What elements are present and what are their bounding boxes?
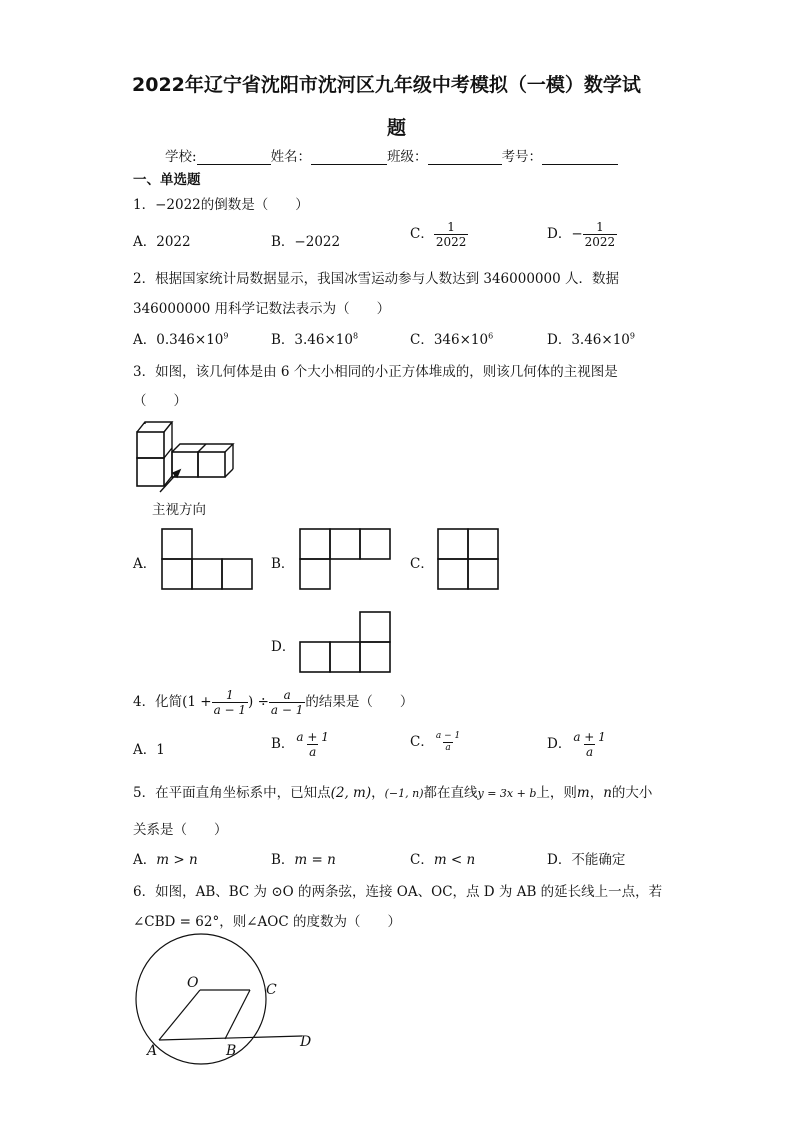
q4-d-fraction: $\frac{a + 1}{a}$ xyxy=(573,730,606,759)
q4-stem: 4．化简(1 + $\frac{1}{a - 1}$ ) ÷ $\frac{a}{a - 1}$ 的结果是（ ） xyxy=(133,688,414,717)
q3-figure-caption: 主视方向 xyxy=(152,502,206,518)
number-label: 考号： xyxy=(501,149,543,165)
label-d: D xyxy=(300,1034,312,1050)
q3-option-d-label[interactable]: D． xyxy=(271,639,296,655)
page-title-line2: 题 xyxy=(387,117,407,139)
q3-option-c-figure[interactable] xyxy=(437,528,499,590)
q4-option-c[interactable]: C． $\frac{a - 1}{a}$ xyxy=(410,731,461,753)
q3-stem-line2: （ ） xyxy=(133,393,187,409)
q5-stem-line2: 关系是（ ） xyxy=(133,822,228,838)
q1-option-d[interactable]: D．− $\frac{1}{2022}$ xyxy=(547,220,616,249)
section-heading: 一、单选题 xyxy=(133,172,201,188)
class-label: 班级： xyxy=(387,149,428,165)
q1-d-fraction: $\frac{1}{2022}$ xyxy=(584,220,616,249)
q5-option-d[interactable]: D．不能确定 xyxy=(547,852,626,868)
label-o: O xyxy=(187,975,199,991)
label-c: C xyxy=(266,982,277,998)
number-blank[interactable] xyxy=(542,150,618,165)
q6-stem-line2: ∠CBD = 62°，则∠AOC 的度数为（ ） xyxy=(133,914,401,930)
q2-stem-line2: 346000000 用科学记数法表示为（ ） xyxy=(133,301,391,317)
label-a: A xyxy=(147,1043,158,1059)
q5-option-b[interactable]: B．m = n xyxy=(271,852,336,868)
q2-option-a[interactable]: A．$0.346\times 10^9$ xyxy=(133,331,229,348)
q2-option-b[interactable]: B．$3.46\times 10^8$ xyxy=(271,331,359,348)
q3-option-a-label[interactable]: A． xyxy=(133,556,157,572)
q4-fraction-2: $\frac{a}{a - 1}$ xyxy=(270,688,304,717)
q2-option-d[interactable]: D．$3.46\times 10^9$ xyxy=(547,331,635,348)
q5-stem-line1: 5．在平面直角坐标系中，已知点(2, m)，(−1, n)都在直线y = 3x + b上，则m，n的大小 xyxy=(133,785,653,801)
class-blank[interactable] xyxy=(428,150,502,165)
q1-stem: 1．−2022的倒数是（ ） xyxy=(133,197,309,213)
q5-option-a[interactable]: A．m > n xyxy=(133,852,198,868)
q4-option-d[interactable]: D． $\frac{a + 1}{a}$ xyxy=(547,730,606,759)
info-line xyxy=(165,145,618,165)
q6-stem-line1: 6．如图，AB、BC 为 ⊙O 的两条弦，连接 OA、OC，点 D 为 AB 的延长线上一点，若 xyxy=(133,884,663,900)
q4-b-fraction: $\frac{a + 1}{a}$ xyxy=(296,730,329,759)
q2-option-c[interactable]: C．$346\times 10^6$ xyxy=(410,331,494,348)
q4-option-b[interactable]: B． $\frac{a + 1}{a}$ xyxy=(271,730,329,759)
q4-fraction-1: $\frac{1}{a - 1}$ xyxy=(213,688,247,717)
q1-option-a[interactable]: A．2022 xyxy=(133,234,191,250)
page-title-line1: 2022年辽宁省沈阳市沈河区九年级中考模拟（一模）数学试 xyxy=(132,74,641,96)
name-blank[interactable] xyxy=(311,150,387,165)
label-b: B xyxy=(226,1043,237,1059)
q4-c-fraction: $\frac{a - 1}{a}$ xyxy=(435,731,461,753)
q1-option-c[interactable]: C． $\frac{1}{2022}$ xyxy=(410,220,467,249)
q3-option-b-figure[interactable] xyxy=(299,528,391,590)
school-blank[interactable] xyxy=(197,150,271,165)
q5-option-c[interactable]: C．m < n xyxy=(410,852,476,868)
q3-option-c-label[interactable]: C． xyxy=(410,556,434,572)
q2-stem-line1: 2．根据国家统计局数据显示，我国冰雪运动参与人数达到 346000000 人．数据 xyxy=(133,271,619,287)
q1-option-b[interactable]: B．−2022 xyxy=(271,234,341,250)
q1-c-fraction: $\frac{1}{2022}$ xyxy=(435,220,467,249)
q3-stem-line1: 3．如图，该几何体是由 6 个大小相同的小正方体堆成的，则该几何体的主视图是 xyxy=(133,364,618,380)
name-label: 姓名： xyxy=(270,149,312,165)
q4-option-a[interactable]: A．1 xyxy=(133,742,165,758)
q3-option-a-figure[interactable] xyxy=(161,528,253,590)
q3-option-b-label[interactable]: B． xyxy=(271,556,295,572)
q3-option-d-figure[interactable] xyxy=(299,611,391,673)
q3-solid-figure xyxy=(130,412,240,502)
school-label: 学校: xyxy=(165,149,197,165)
